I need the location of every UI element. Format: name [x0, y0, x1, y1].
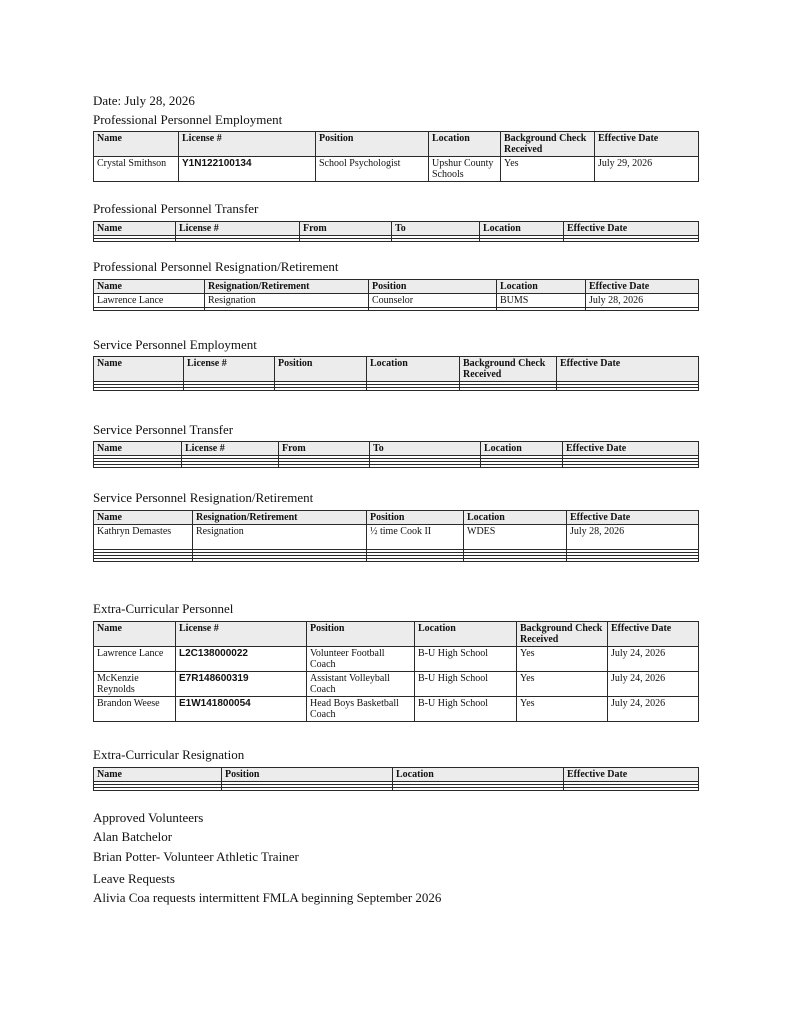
col-header: License #: [184, 357, 275, 382]
section-title-prof-resignation: Professional Personnel Resignation/Retirement: [93, 259, 339, 274]
col-header: Position: [369, 280, 497, 294]
col-header: License #: [176, 222, 300, 236]
col-header: Name: [94, 622, 176, 647]
volunteer-item: Brian Potter- Volunteer Athletic Trainer: [93, 849, 299, 864]
leave-requests-title: Leave Requests: [93, 871, 175, 886]
table-row-empty: [94, 788, 699, 791]
section-title-service-transfer: Service Personnel Transfer: [93, 422, 234, 437]
cell-position: Head Boys Basketball Coach: [307, 697, 415, 722]
cell-location: B-U High School: [415, 697, 517, 722]
section-title-prof-employment: Professional Personnel Employment: [93, 112, 283, 127]
table-row-empty: [94, 239, 699, 242]
col-header: Name: [94, 511, 193, 525]
cell-effective-date: July 24, 2026: [608, 697, 699, 722]
col-header: To: [392, 222, 480, 236]
table-row-empty: [94, 465, 699, 468]
table-row-empty: [94, 388, 699, 391]
table-extra-resignation: [93, 767, 699, 791]
leave-request-item: Alivia Coa requests intermittent FMLA beginning September 2026: [93, 890, 442, 905]
cell-location: B-U High School: [415, 672, 517, 697]
table-service-transfer: [93, 441, 699, 468]
table-header-row: [94, 622, 699, 647]
table-service-employment: [93, 356, 699, 391]
cell-license: L2C138000022: [176, 647, 307, 672]
section-title-prof-transfer: Professional Personnel Transfer: [93, 201, 259, 216]
cell-background-check: Yes: [517, 647, 608, 672]
cell-name: Brandon Weese: [94, 697, 176, 722]
cell-license: E7R148600319: [176, 672, 307, 697]
col-header: Name: [94, 280, 205, 294]
col-header: Position: [316, 132, 429, 157]
cell-name: McKenzie Reynolds: [94, 672, 176, 697]
section-title-service-resignation: Service Personnel Resignation/Retirement: [93, 490, 314, 505]
volunteers-title: Approved Volunteers: [93, 810, 204, 825]
col-header: Name: [94, 132, 179, 157]
col-header: Background Check Received: [460, 357, 557, 382]
section-title-extra-curricular: Extra-Curricular Personnel: [93, 601, 234, 616]
section-title-extra-resignation: Extra-Curricular Resignation: [93, 747, 245, 762]
document-date: Date: July 28, 2026: [93, 93, 195, 108]
cell-name: Lawrence Lance: [94, 294, 205, 308]
col-header: Position: [222, 768, 393, 782]
cell-background-check: Yes: [517, 672, 608, 697]
table-header-row: [94, 511, 699, 525]
col-header: From: [279, 442, 370, 456]
table-extra-curricular: [93, 621, 699, 722]
col-header: Effective Date: [595, 132, 699, 157]
cell-location: WDES: [464, 525, 567, 550]
table-header-row: [94, 357, 699, 382]
table-header-row: [94, 768, 699, 782]
col-header: Location: [497, 280, 586, 294]
col-header: Effective Date: [567, 511, 699, 525]
table-prof-employment: [93, 131, 699, 182]
col-header: Effective Date: [608, 622, 699, 647]
cell-license: Y1N122100134: [179, 157, 316, 182]
table-row-empty: [94, 559, 699, 562]
cell-name: Crystal Smithson: [94, 157, 179, 182]
section-title-service-employment: Service Personnel Employment: [93, 337, 257, 352]
col-header: Location: [393, 768, 564, 782]
col-header: Position: [367, 511, 464, 525]
table-header-row: [94, 222, 699, 236]
col-header: License #: [176, 622, 307, 647]
col-header: License #: [179, 132, 316, 157]
table-row: [94, 647, 699, 672]
col-header: From: [300, 222, 392, 236]
cell-name: Lawrence Lance: [94, 647, 176, 672]
col-header: License #: [182, 442, 279, 456]
cell-name: Kathryn Demastes: [94, 525, 193, 550]
cell-position: Volunteer Football Coach: [307, 647, 415, 672]
table-header-row: [94, 132, 699, 157]
col-header: Effective Date: [586, 280, 699, 294]
col-header: Location: [415, 622, 517, 647]
col-header: To: [370, 442, 481, 456]
col-header: Background Check Received: [501, 132, 595, 157]
cell-position: School Psychologist: [316, 157, 429, 182]
volunteer-item: Alan Batchelor: [93, 829, 173, 844]
table-row: [94, 294, 699, 308]
cell-location: Upshur County Schools: [429, 157, 501, 182]
table-header-row: [94, 442, 699, 456]
table-row-empty: [94, 308, 699, 311]
col-header: Location: [367, 357, 460, 382]
table-row: [94, 672, 699, 697]
cell-effective-date: July 24, 2026: [608, 647, 699, 672]
col-header: Resignation/Retirement: [205, 280, 369, 294]
col-header: Position: [307, 622, 415, 647]
col-header: Effective Date: [564, 768, 699, 782]
cell-effective-date: July 28, 2026: [586, 294, 699, 308]
col-header: Name: [94, 768, 222, 782]
table-row: [94, 157, 699, 182]
cell-effective-date: July 29, 2026: [595, 157, 699, 182]
cell-effective-date: July 24, 2026: [608, 672, 699, 697]
table-row: [94, 525, 699, 550]
col-header: Background Check Received: [517, 622, 608, 647]
cell-location: B-U High School: [415, 647, 517, 672]
col-header: Resignation/Retirement: [193, 511, 367, 525]
col-header: Name: [94, 222, 176, 236]
cell-location: BUMS: [497, 294, 586, 308]
table-prof-resignation: [93, 279, 699, 311]
cell-position: ½ time Cook II: [367, 525, 464, 550]
col-header: Name: [94, 442, 182, 456]
table-header-row: [94, 280, 699, 294]
col-header: Location: [481, 442, 563, 456]
cell-type: Resignation: [205, 294, 369, 308]
cell-effective-date: July 28, 2026: [567, 525, 699, 550]
table-row: [94, 697, 699, 722]
col-header: Effective Date: [563, 442, 699, 456]
col-header: Effective Date: [564, 222, 699, 236]
col-header: Location: [480, 222, 564, 236]
cell-position: Counselor: [369, 294, 497, 308]
table-prof-transfer: [93, 221, 699, 242]
cell-background-check: Yes: [501, 157, 595, 182]
col-header: Effective Date: [557, 357, 699, 382]
col-header: Location: [429, 132, 501, 157]
cell-license: E1W141800054: [176, 697, 307, 722]
col-header: Location: [464, 511, 567, 525]
col-header: Position: [275, 357, 367, 382]
cell-background-check: Yes: [517, 697, 608, 722]
table-service-resignation: [93, 510, 699, 562]
cell-type: Resignation: [193, 525, 367, 550]
cell-position: Assistant Volleyball Coach: [307, 672, 415, 697]
col-header: Name: [94, 357, 184, 382]
